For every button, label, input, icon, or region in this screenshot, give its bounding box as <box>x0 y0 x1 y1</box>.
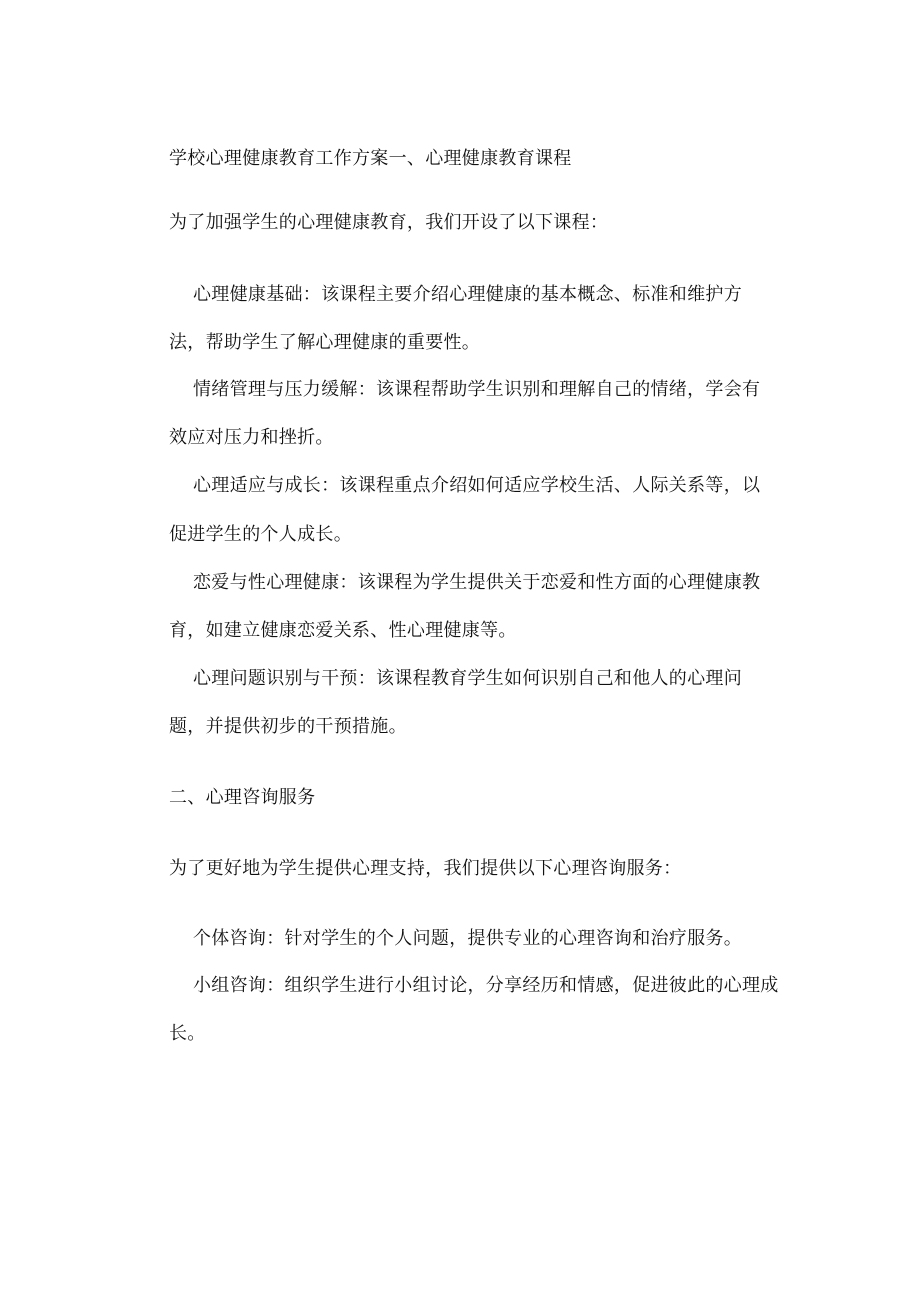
service-item-2-line-2: 长。 <box>169 1023 206 1044</box>
course-item-5-line-1: 心理问题识别与干预：该课程教育学生如何识别自己和他人的心理问 <box>193 668 742 689</box>
course-item-2-line-2: 效应对压力和挫折。 <box>169 427 334 448</box>
service-item-1-line-1: 个体咨询：针对学生的个人问题，提供专业的心理咨询和治疗服务。 <box>193 928 742 949</box>
course-item-1-line-2: 法，帮助学生了解心理健康的重要性。 <box>169 332 481 353</box>
course-item-2-line-1: 情绪管理与压力缓解：该课程帮助学生识别和理解自己的情绪，学会有 <box>193 379 761 400</box>
course-item-4-line-1: 恋爱与性心理健康：该课程为学生提供关于恋爱和性方面的心理健康教 <box>193 572 761 593</box>
section2-intro: 为了更好地为学生提供心理支持，我们提供以下心理咨询服务： <box>169 858 682 879</box>
course-item-3-line-2: 促进学生的个人成长。 <box>169 524 352 545</box>
document-title: 学校心理健康教育工作方案一、心理健康教育课程 <box>169 148 572 169</box>
section2-heading: 二、心理咨询服务 <box>169 787 316 808</box>
course-item-1-line-1: 心理健康基础：该课程主要介绍心理健康的基本概念、标准和维护方 <box>193 284 742 305</box>
course-item-3-line-1: 心理适应与成长：该课程重点介绍如何适应学校生活、人际关系等，以 <box>193 475 761 496</box>
section1-intro: 为了加强学生的心理健康教育，我们开设了以下课程： <box>169 212 609 233</box>
service-item-2-line-1: 小组咨询：组织学生进行小组讨论，分享经历和情感，促进彼此的心理成 <box>193 975 779 996</box>
course-item-5-line-2: 题，并提供初步的干预措施。 <box>169 716 407 737</box>
course-item-4-line-2: 育，如建立健康恋爱关系、性心理健康等。 <box>169 620 517 641</box>
